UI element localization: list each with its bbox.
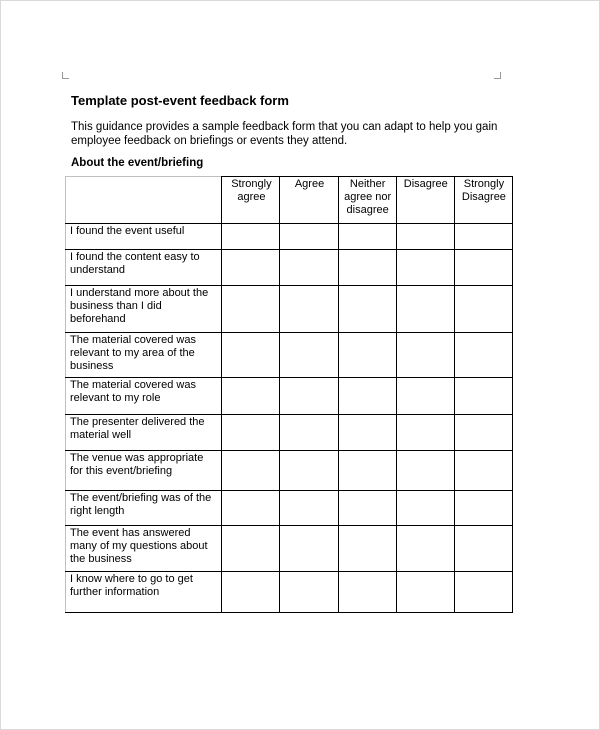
statement-cell: The event has answered many of my questions about the business — [66, 526, 222, 572]
table-row — [66, 250, 513, 286]
crop-mark-top-right — [494, 72, 501, 79]
rating-cell-agree[interactable] — [280, 491, 338, 526]
section-heading: About the event/briefing — [71, 157, 204, 169]
rating-cell-strongly-agree[interactable] — [222, 378, 280, 415]
rating-cell-disagree[interactable] — [396, 333, 454, 378]
rating-cell-neither[interactable] — [338, 572, 396, 613]
rating-cell-strongly-disagree[interactable] — [454, 224, 512, 250]
rating-cell-disagree[interactable] — [396, 286, 454, 333]
intro-paragraph: This guidance provides a sample feedback form that you can adapt to help you gain employee feedback on briefings or events they attend. — [71, 121, 498, 147]
rating-cell-neither[interactable] — [338, 286, 396, 333]
column-header-disagree: Disagree — [396, 177, 454, 224]
rating-cell-strongly-disagree[interactable] — [454, 415, 512, 451]
feedback-table — [65, 176, 513, 613]
rating-cell-agree[interactable] — [280, 572, 338, 613]
rating-cell-strongly-agree[interactable] — [222, 491, 280, 526]
rating-cell-strongly-agree[interactable] — [222, 286, 280, 333]
table-row — [66, 378, 513, 415]
table-row — [66, 451, 513, 491]
column-header-strongly-agree: Strongly agree — [222, 177, 280, 224]
rating-cell-strongly-agree[interactable] — [222, 250, 280, 286]
rating-cell-neither[interactable] — [338, 333, 396, 378]
rating-cell-strongly-disagree[interactable] — [454, 286, 512, 333]
rating-cell-disagree[interactable] — [396, 451, 454, 491]
rating-cell-strongly-disagree[interactable] — [454, 526, 512, 572]
rating-cell-strongly-agree[interactable] — [222, 451, 280, 491]
statement-cell: I found the content easy to understand — [66, 250, 222, 286]
rating-cell-strongly-agree[interactable] — [222, 415, 280, 451]
table-row — [66, 572, 513, 613]
header-corner-cell — [66, 177, 222, 224]
statement-cell: I found the event useful — [66, 224, 222, 250]
rating-cell-strongly-agree[interactable] — [222, 526, 280, 572]
statement-cell: The venue was appropriate for this event/briefing — [66, 451, 222, 491]
column-header-neither: Neither agree nor disagree — [338, 177, 396, 224]
table-row — [66, 491, 513, 526]
rating-cell-disagree[interactable] — [396, 378, 454, 415]
rating-cell-agree[interactable] — [280, 378, 338, 415]
statement-cell: I understand more about the business than I did beforehand — [66, 286, 222, 333]
table-row — [66, 333, 513, 378]
rating-cell-neither[interactable] — [338, 491, 396, 526]
crop-mark-top-left — [62, 72, 69, 79]
rating-cell-disagree[interactable] — [396, 415, 454, 451]
rating-cell-neither[interactable] — [338, 451, 396, 491]
statement-cell: The presenter delivered the material well — [66, 415, 222, 451]
rating-cell-agree[interactable] — [280, 415, 338, 451]
rating-cell-agree[interactable] — [280, 286, 338, 333]
rating-cell-strongly-agree[interactable] — [222, 224, 280, 250]
table-row — [66, 415, 513, 451]
rating-cell-agree[interactable] — [280, 526, 338, 572]
rating-cell-neither[interactable] — [338, 250, 396, 286]
rating-cell-disagree[interactable] — [396, 224, 454, 250]
rating-cell-disagree[interactable] — [396, 491, 454, 526]
table-row — [66, 526, 513, 572]
column-header-strongly-disagree: Strongly Disagree — [454, 177, 512, 224]
rating-cell-disagree[interactable] — [396, 526, 454, 572]
table-row — [66, 286, 513, 333]
rating-cell-strongly-disagree[interactable] — [454, 572, 512, 613]
rating-cell-disagree[interactable] — [396, 572, 454, 613]
rating-cell-strongly-disagree[interactable] — [454, 378, 512, 415]
rating-cell-agree[interactable] — [280, 224, 338, 250]
rating-cell-agree[interactable] — [280, 451, 338, 491]
table-header-row — [66, 177, 513, 224]
rating-cell-neither[interactable] — [338, 526, 396, 572]
rating-cell-strongly-agree[interactable] — [222, 572, 280, 613]
statement-cell: The material covered was relevant to my area of the business — [66, 333, 222, 378]
rating-cell-strongly-agree[interactable] — [222, 333, 280, 378]
statement-cell: The event/briefing was of the right length — [66, 491, 222, 526]
rating-cell-neither[interactable] — [338, 378, 396, 415]
rating-cell-neither[interactable] — [338, 415, 396, 451]
document-title: Template post-event feedback form — [71, 93, 289, 108]
rating-cell-strongly-disagree[interactable] — [454, 250, 512, 286]
statement-cell: The material covered was relevant to my role — [66, 378, 222, 415]
rating-cell-neither[interactable] — [338, 224, 396, 250]
rating-cell-strongly-disagree[interactable] — [454, 451, 512, 491]
statement-cell: I know where to go to get further information — [66, 572, 222, 613]
rating-cell-disagree[interactable] — [396, 250, 454, 286]
table-row — [66, 224, 513, 250]
column-header-agree: Agree — [280, 177, 338, 224]
rating-cell-strongly-disagree[interactable] — [454, 333, 512, 378]
rating-cell-agree[interactable] — [280, 250, 338, 286]
rating-cell-strongly-disagree[interactable] — [454, 491, 512, 526]
rating-cell-agree[interactable] — [280, 333, 338, 378]
